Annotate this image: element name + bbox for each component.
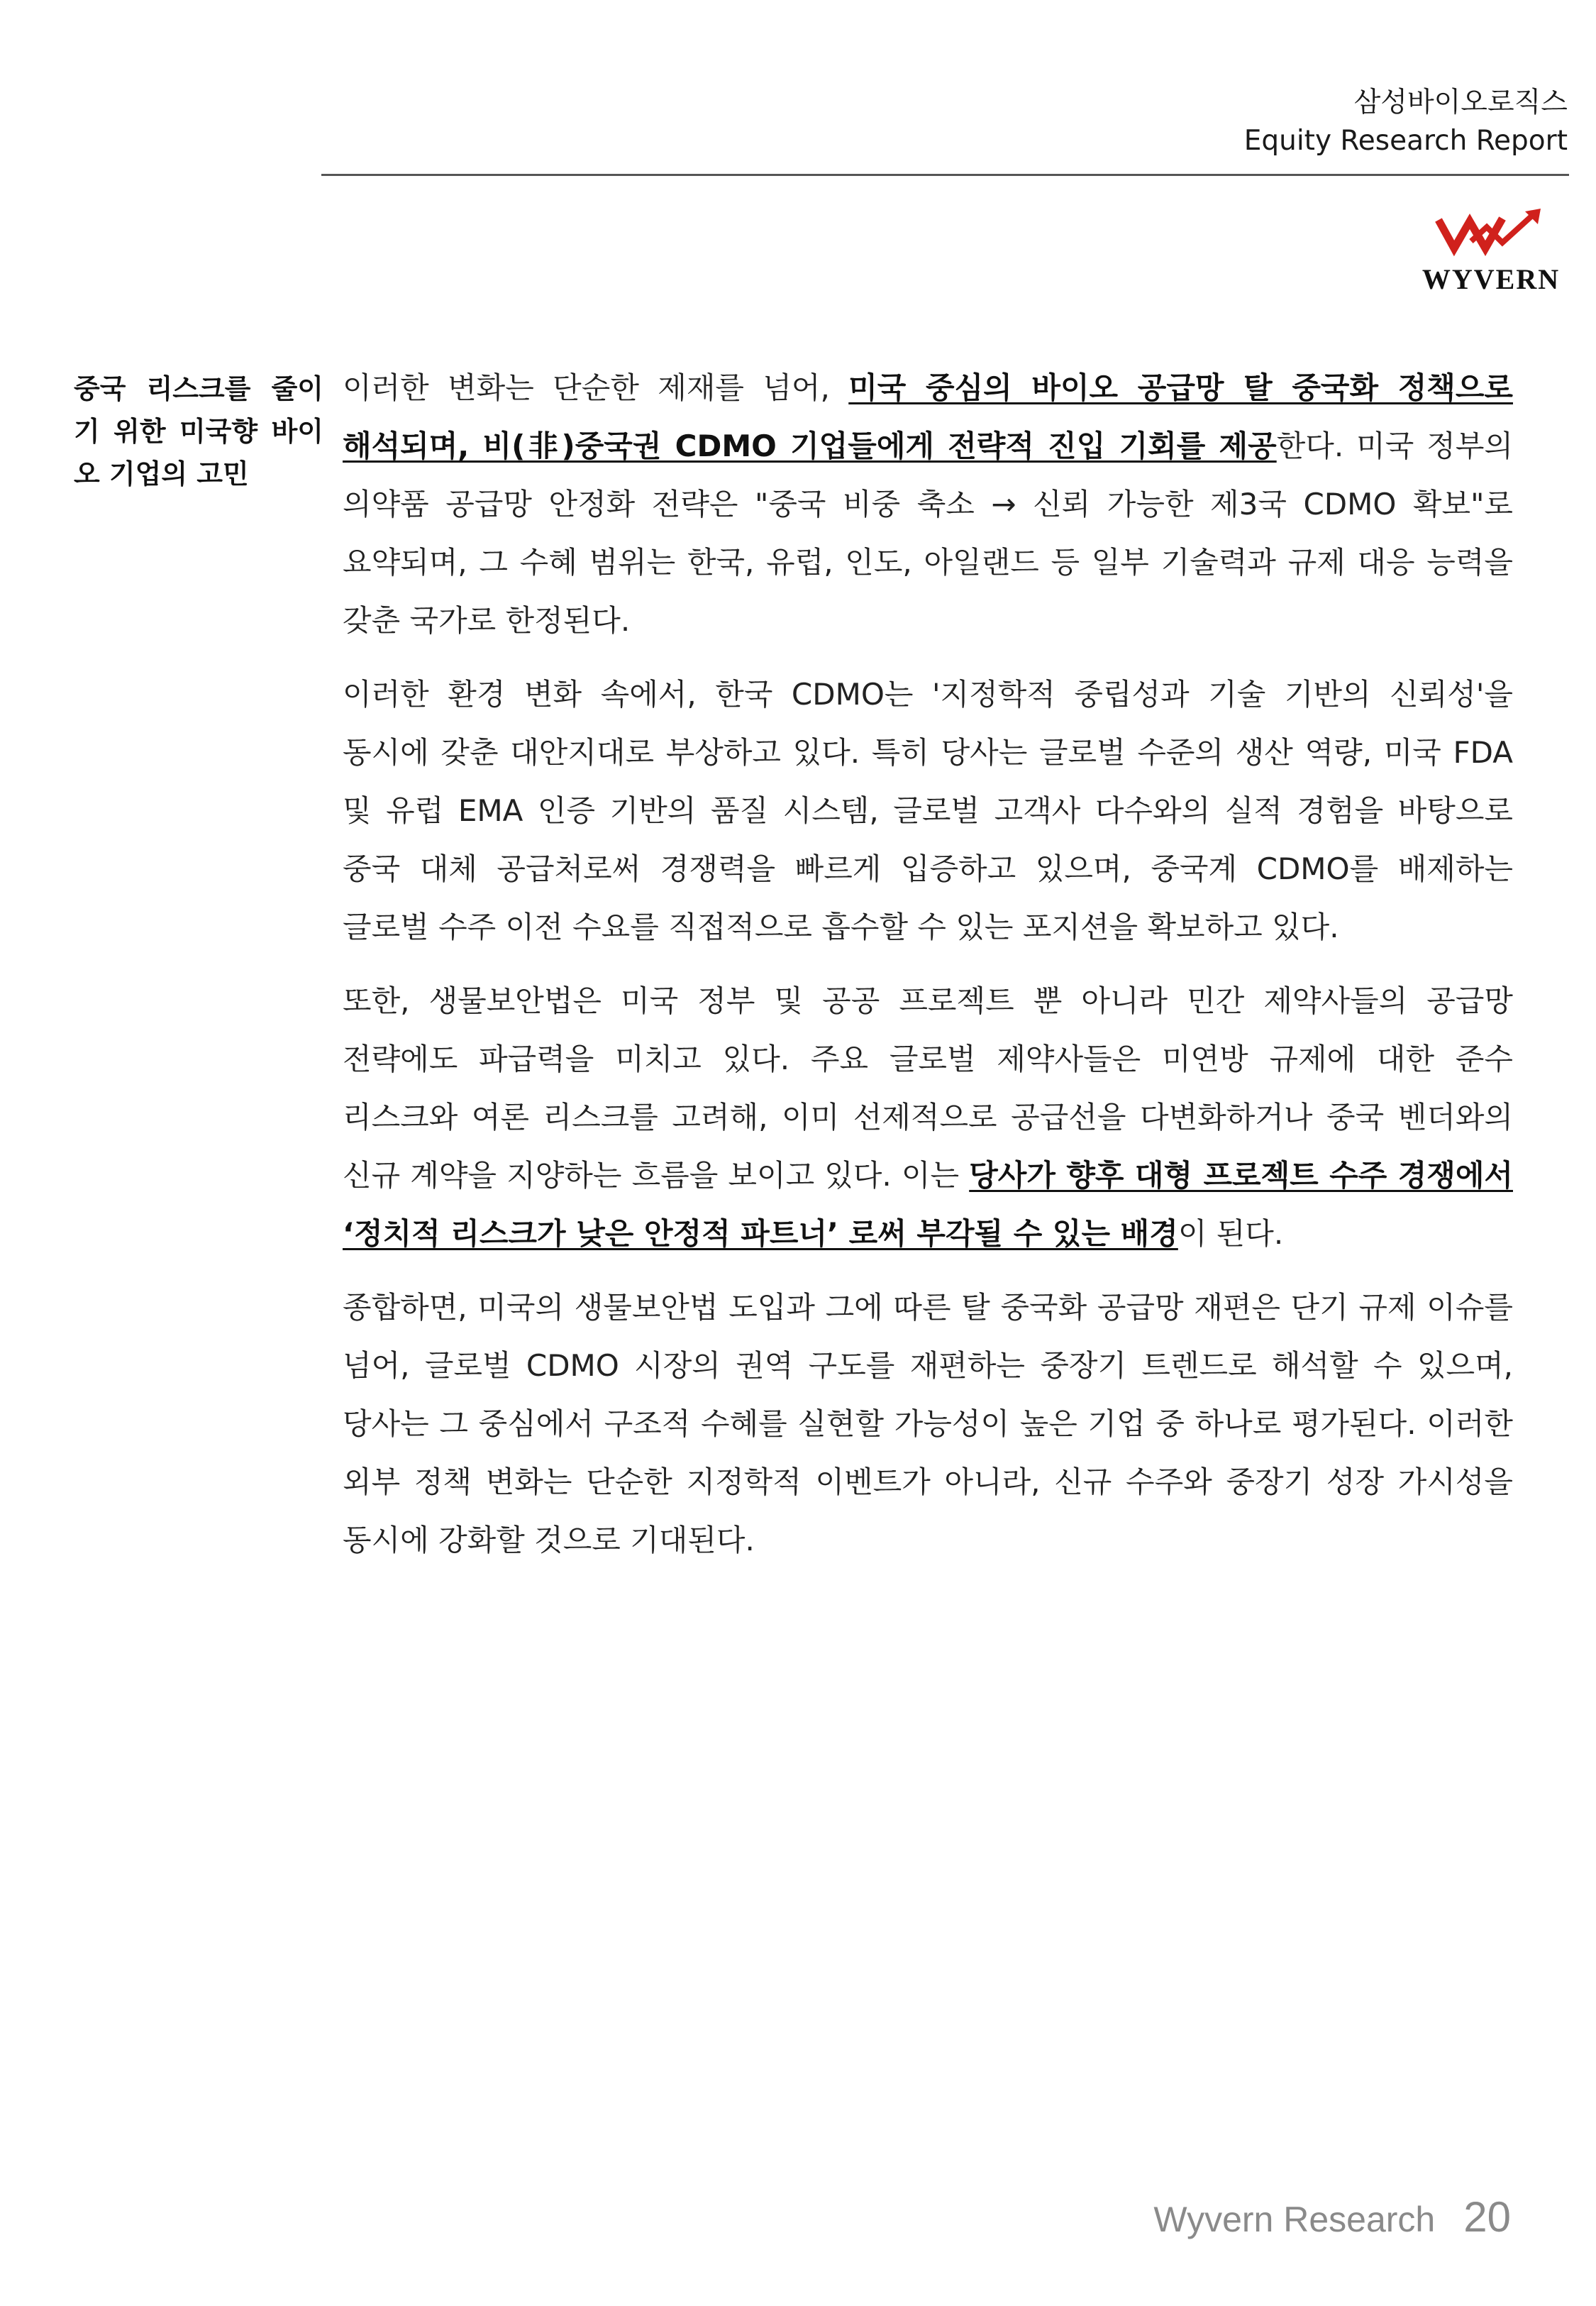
logo-text: WYVERN (1422, 263, 1561, 295)
paragraph-3-text-b: 이 된다. (1177, 1216, 1284, 1251)
wyvern-w-arrow-icon (1434, 206, 1548, 261)
paragraph-1 (343, 359, 1513, 650)
footer-brand: Wyvern Research (1153, 2200, 1436, 2239)
page-number: 20 (1463, 2193, 1511, 2241)
paragraph-3-highlight: 당사가 향후 대형 프로젝트 수주 경쟁에서 ‘정치적 리스크가 낮은 안정적 파트너’ 로써 부각될 수 있는 배경 (343, 1158, 1513, 1251)
paragraph-4: 종합하면, 미국의 생물보안법 도입과 그에 따른 탈 중국화 공급망 재편은 단기 규제 이슈를 넘어, 글로벌 CDMO 시장의 권역 구도를 재편하는 중장기 트렌드로 해석할 수 있으며, 당사는 그 중심에서 구조적 수혜를 실현할 가능성이 높은 기업 중 하나로 평가된다. 이러한 외부 정책 변화는 단순한 지정학적 이벤트가 아니라, 신규 수주와 중장기 성장 가시성을 동시에 강화할 것으로 기대된다. (343, 1290, 1513, 1557)
company-name: 삼성바이오로직스 (1353, 87, 1568, 118)
wyvern-logo (1420, 206, 1562, 296)
paragraph-3-text-a: 또한, 생물보안법은 미국 정부 및 공공 프로젝트 뿐 아니라 민간 제약사들의 공급망 전략에도 파급력을 미치고 있다. 주요 글로벌 제약사들은 미연방 규제에 대한 준수 리스크와 여론 리스크를 고려해, 이미 선제적으로 공급선을 다변화하거나 중국 벤더와의 신규 계약을 지양하는 흐름을 보이고 있다. 이는 (343, 983, 1513, 1193)
header-divider (321, 174, 1569, 176)
paragraph-2: 이러한 환경 변화 속에서, 한국 CDMO는 '지정학적 중립성과 기술 기반의 신뢰성'을 동시에 갖춘 대안지대로 부상하고 있다. 특히 당사는 글로벌 수준의 생산 역량, 미국 FDA 및 유럽 EMA 인증 기반의 품질 시스템, 글로벌 고객사 다수와의 실적 경험을 바탕으로 중국 대체 공급처로써 경쟁력을 빠르게 입증하고 있으며, 중국계 CDMO를 배제하는 글로벌 수주 이전 수요를 직접적으로 흡수할 수 있는 포지션을 확보하고 있다. (343, 677, 1513, 944)
section-side-heading: 중국 리스크를 줄이기 위한 미국향 바이오 기업의 고민 (74, 373, 323, 490)
report-type: Equity Research Report (1243, 125, 1568, 157)
body-text (343, 359, 1513, 1585)
page-footer (1153, 2192, 1511, 2241)
paragraph-1-text-b: 한다. 미국 정부의 의약품 공급망 안정화 전략은 "중국 비중 축소 → 신뢰 가능한 제3국 CDMO 확보"로 요약되며, 그 수혜 범위는 한국, 유럽, 인도, 아일랜드 등 일부 기술력과 규제 대응 능력을 갖춘 국가로 한정된다. (343, 429, 1513, 638)
report-header (1244, 84, 1568, 160)
paragraph-3 (343, 972, 1513, 1263)
paragraph-1-text-a: 이러한 변화는 단순한 제재를 넘어, (343, 370, 849, 405)
paragraph-1-highlight: 미국 중심의 바이오 공급망 탈 중국화 정책으로 해석되며, 비(非)중국권 CDMO 기업들에게 전략적 진입 기회를 제공 (343, 370, 1513, 463)
